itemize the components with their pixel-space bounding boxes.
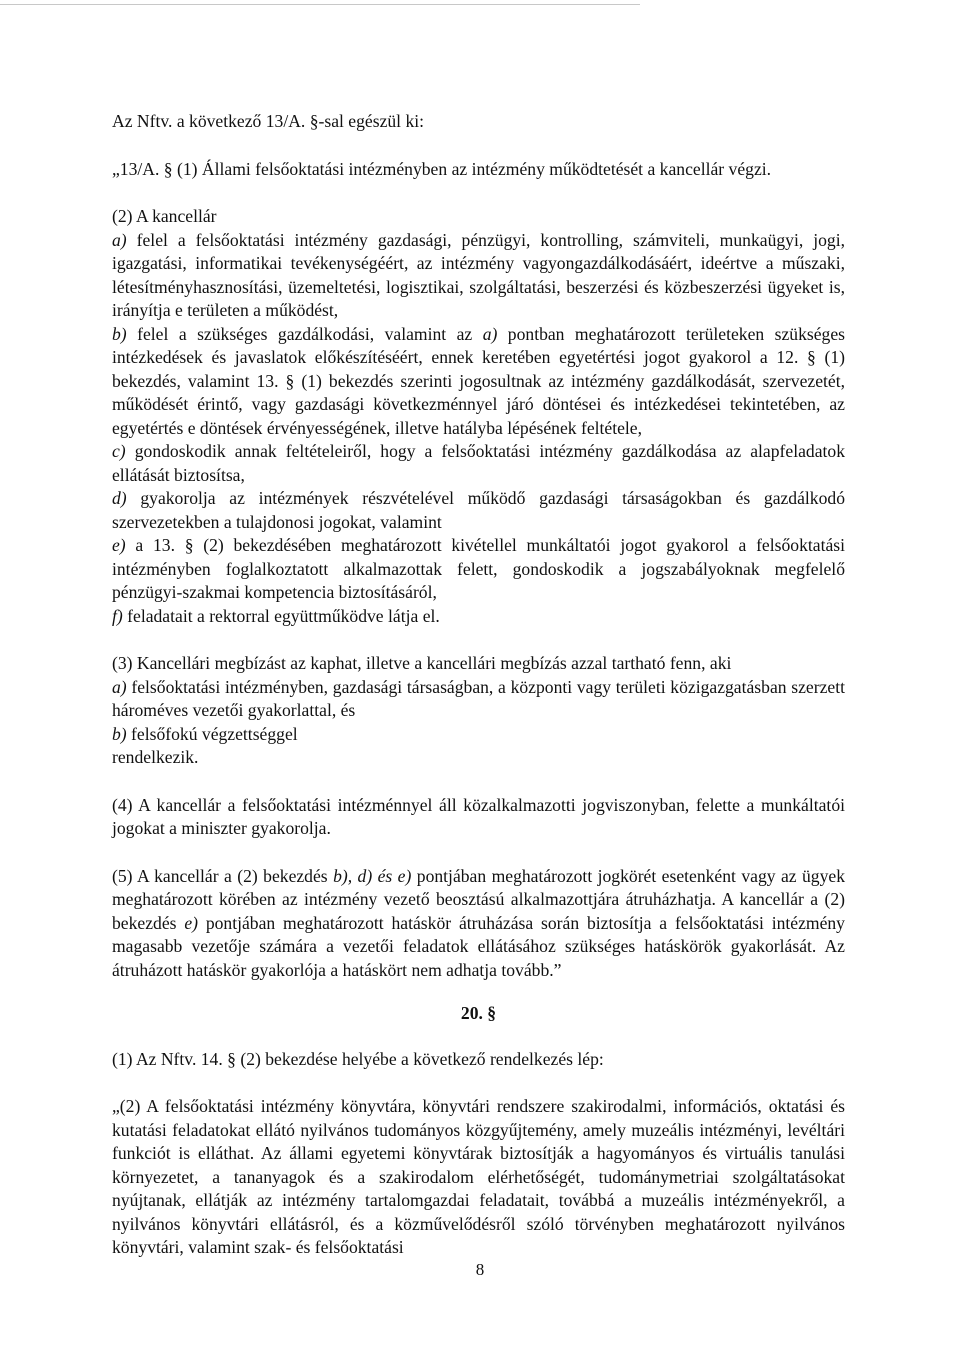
paragraph-5-italic-2: e) — [184, 912, 198, 933]
intro-line: Az Nftv. a következő 13/A. §-sal egészül ki: — [112, 111, 425, 131]
paragraph-5-italic-1: b), d) és e) — [333, 865, 412, 886]
paragraph-3-point-b-mark: b) — [112, 723, 127, 744]
page-number: 8 — [475, 1260, 485, 1279]
section-heading: 20. § — [460, 1003, 497, 1023]
point-a — [112, 229, 845, 323]
paragraph-3-intro: (3) Kancellári megbízást az kaphat, illetve a kancellári megbízás azzal tartható fenn, aki — [112, 653, 732, 673]
paragraph-2-intro: (2) A kancellár — [112, 206, 217, 226]
paragraph-3-point-a-text: felsőoktatási intézményben, gazdasági társaságban, a központi vagy területi közigazgatásban szerzett hároméves vezetői gyakorlattal, és — [112, 676, 845, 720]
point-c-text: gondoskodik annak feltételeiről, hogy a felsőoktatási intézmény gazdálkodása az alapfeladatok ellátását biztosítsa, — [112, 441, 845, 485]
point-d — [112, 487, 845, 534]
point-f-mark: f) — [112, 605, 123, 626]
paragraph-3-point-b — [112, 723, 845, 747]
point-b-inner-mark: a) — [482, 323, 498, 344]
point-e-text: a 13. § (2) bekezdésében meghatározott kivétellel munkáltatói jogot gyakorol a felsőoktatási intézményben foglalkoztatott alkalmazottak felett, gondoskodik a jogszabályoknak megfelelő pénzügyi-szakmai kompetencia biztosításáról, — [112, 535, 845, 602]
paragraph-13a-1: „13/A. § (1) Állami felsőoktatási intézményben az intézmény működtetését a kancellár végzi. — [112, 158, 772, 179]
point-b — [112, 323, 845, 441]
point-e — [112, 534, 845, 605]
paragraph-5-text-3: pontjában meghatározott hatáskör átruházása során biztosítja a felsőoktatási intézmény magasabb vezetője számára a vezetői feladatok ellátásához szükséges hatáskörök gyakorlását. Az átruházott hatáskör gyakorlója a hatáskört nem adhatja tovább.” — [112, 912, 845, 980]
point-b-text-1: felel a szükséges gazdálkodási, valamint az — [126, 323, 483, 344]
paragraph-3-point-a — [112, 676, 845, 723]
section-20-paragraph-1: (1) Az Nftv. 14. § (2) bekezdése helyébe a következő rendelkezés lép: — [112, 1048, 604, 1069]
point-c-mark: c) — [112, 441, 126, 461]
point-d-mark: d) — [112, 488, 127, 508]
paragraph-13a-2 — [112, 205, 845, 628]
paragraph-13a-3 — [112, 652, 845, 770]
point-a-text: felel a felsőoktatási intézmény gazdasági, pénzügyi, kontrolling, számviteli, munkaügyi, jogi, igazgatási, informatikai tevékenységéért, az intézmény vagyongazdálkodásáért, ideértve a műszaki, létesítményhasznosítási, üzemeltetési, logisztikai, szolgáltatási, beszerzési és közbeszerzési ügyeket is, irányítja e területen a működést, — [112, 229, 845, 320]
point-f-text: feladatait a rektorral együttműködve látja el. — [122, 605, 440, 626]
paragraph-3-point-a-mark: a) — [112, 676, 127, 697]
point-a-mark: a) — [112, 229, 127, 250]
section-20-quote: „(2) A felsőoktatási intézmény könyvtára, könyvtári rendszere szakirodalmi, információs, oktatási és kutatási feladatokat ellátó nyilvános tudományos közgyűjtemény, amely muzeális intézményi, levéltári funkciót is elláthat. Az állami egyetemi könyvtárak biztosítják a hagyományos és virtuális tanulási környezetet, a tananyagok és a szakirodalom elérhetőségét, tudománymetriai szolgáltatásokat nyújtanak, ellátják az intézmény tartalomgazdai feladatait, továbbá a muzeális intézményekről, a nyilvános könyvtári ellátásról, és a közművelődésről szóló törvényben meghatározott nyilvános könyvtári, valamint szak- és felsőoktatási — [112, 1096, 845, 1257]
paragraph-13a-4: (4) A kancellár a felsőoktatási intézménnyel áll közalkalmazotti jogviszonyban, felette a munkáltatói jogokat a miniszter gyakorolja. — [112, 794, 845, 838]
point-b-text-2: pontban meghatározott területeken szükséges intézkedések és javaslatok előkészítéséért, ennek keretében egyetértési jogot gyakorol a 12. § (1) bekezdés, valamint 13. § (1) bekezdés szerinti jogosultnak az intézmény gazdálkodását, szervezetét, működését érintő, vagy gazdasági következménnyel járó döntései és intézkedései tekintetében, az egyetértés e döntések érvényességének, illetve hatályba lépésének feltétele, — [112, 323, 845, 438]
point-d-text: gyakorolja az intézmények részvételével működő gazdasági társaságokban és gazdálkodó szervezetekben a tulajdonosi jogokat, valamint — [112, 488, 845, 532]
paragraph-13a-5 — [112, 865, 845, 983]
document-page — [112, 110, 845, 1260]
paragraph-3-end: rendelkezik. — [112, 747, 199, 767]
point-f — [112, 605, 845, 629]
paragraph-5-text-1: (5) A kancellár a (2) bekezdés — [112, 865, 334, 886]
point-c — [112, 440, 845, 487]
point-e-mark: e) — [112, 535, 126, 555]
paragraph-5-text-2: pontjában meghatározott jogkörét esetenként vagy az ügyek meghatározott körében az intézmény vezető beosztású alkalmazottjára átruházhatja. A kancellár a (2) bekezdés — [112, 865, 845, 933]
paragraph-3-point-b-text: felsőfokú végzettséggel — [126, 723, 298, 744]
scan-top-rule — [0, 4, 640, 5]
point-b-mark: b) — [112, 323, 127, 344]
